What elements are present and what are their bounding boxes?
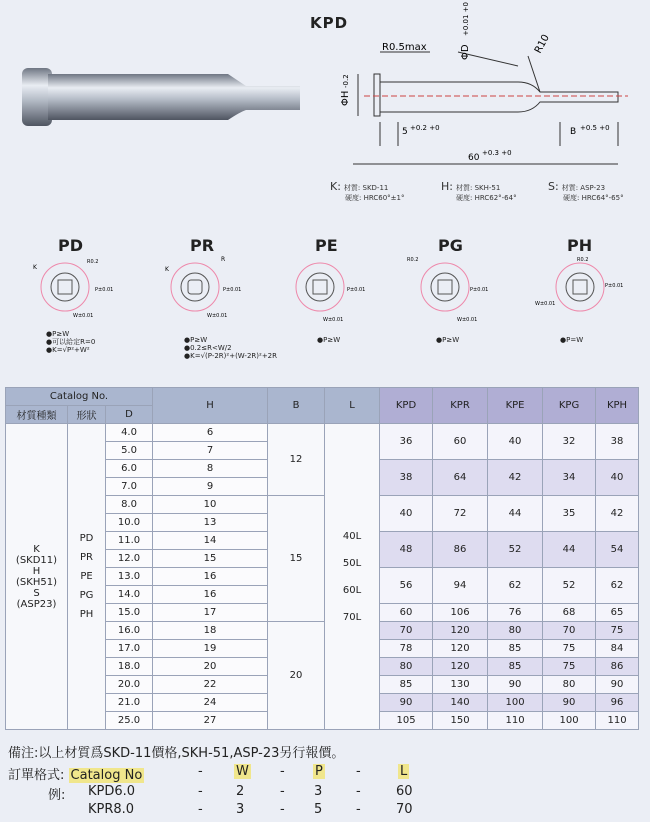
col-shape: 形狀 — [68, 406, 106, 424]
cell-d: 18.0 — [106, 658, 153, 676]
page-title: KPD — [310, 14, 349, 32]
pg-p-dim: P±0.01 — [470, 287, 489, 293]
table-row — [6, 424, 639, 442]
cell-d: 7.0 — [106, 478, 153, 496]
five-tol: +0.2 +0 — [410, 124, 440, 132]
cell-d: 10.0 — [106, 514, 153, 532]
col-kpg: KPG — [543, 388, 596, 424]
cell-d: 13.0 — [106, 568, 153, 586]
punch-photo — [14, 62, 310, 132]
cell-price: 60 — [433, 424, 488, 460]
cell-h: 24 — [153, 694, 268, 712]
cell-price: 54 — [596, 532, 639, 568]
cell-h: 17 — [153, 604, 268, 622]
cell-l: 40L 50L 60L 70L — [325, 424, 380, 730]
b-label: B — [570, 127, 577, 137]
cell-price: 150 — [433, 712, 488, 730]
material-h: H: 材質: SKH-51 硬度: HRC62°-64° — [441, 180, 517, 202]
cell-d: 4.0 — [106, 424, 153, 442]
cell-d: 16.0 — [106, 622, 153, 640]
cell-price: 36 — [380, 424, 433, 460]
pd-r02-dim: R0.2 — [87, 259, 99, 265]
pd-w-dim: W±0.01 — [73, 313, 94, 319]
cell-price: 35 — [543, 496, 596, 532]
d-tol: +0.01 +0 — [462, 2, 470, 36]
cell-price: 52 — [488, 532, 543, 568]
sixty-tol: +0.3 +0 — [482, 149, 512, 157]
cell-price: 68 — [543, 604, 596, 622]
ph-r02-dim: R0.2 — [577, 257, 589, 263]
cell-price: 32 — [543, 424, 596, 460]
h-label: ΦH — [340, 90, 351, 106]
cell-price: 64 — [433, 460, 488, 496]
cell-h: 27 — [153, 712, 268, 730]
sixty-label: 60 — [468, 153, 480, 163]
pe-p-dim: P±0.01 — [347, 287, 366, 293]
pg-r02-dim: R0.2 — [407, 257, 419, 263]
cell-price: 72 — [433, 496, 488, 532]
cell-price: 85 — [488, 658, 543, 676]
material-s: S: 材質: ASP-23 硬度: HRC64°-65° — [548, 180, 624, 202]
pg-notes: ●P≥W — [436, 336, 460, 344]
col-kpe: KPE — [488, 388, 543, 424]
cell-b: 20 — [268, 622, 325, 730]
cell-price: 62 — [488, 568, 543, 604]
cell-price: 75 — [543, 658, 596, 676]
col-material: 材質種類 — [6, 406, 68, 424]
col-kph: KPH — [596, 388, 639, 424]
pg-diagram — [421, 263, 469, 311]
cell-price: 120 — [433, 658, 488, 676]
variant-pr-label: PR — [190, 236, 215, 255]
ph-p-dim: P±0.01 — [605, 283, 624, 289]
pd-notes: ●P≥W ●可以給定R=0 ●K=√P²+W² — [46, 330, 96, 354]
variant-ph-label: PH — [567, 236, 593, 255]
cell-price: 56 — [380, 568, 433, 604]
col-l: L — [325, 388, 380, 424]
pr-r-dim: R — [221, 256, 226, 263]
cell-price: 34 — [543, 460, 596, 496]
cell-price: 38 — [596, 424, 639, 460]
cell-price: 106 — [433, 604, 488, 622]
cell-h: 13 — [153, 514, 268, 532]
cell-price: 120 — [433, 622, 488, 640]
cell-price: 78 — [380, 640, 433, 658]
cell-d: 15.0 — [106, 604, 153, 622]
cell-price: 75 — [596, 622, 639, 640]
cell-d: 25.0 — [106, 712, 153, 730]
cell-price: 86 — [596, 658, 639, 676]
cell-price: 75 — [543, 640, 596, 658]
cell-h: 16 — [153, 586, 268, 604]
pd-p-dim: P±0.01 — [95, 287, 114, 293]
pr-p-dim: P±0.01 — [223, 287, 242, 293]
variant-pe-label: PE — [315, 236, 338, 255]
pg-w-dim: W±0.01 — [457, 317, 478, 323]
cell-d: 5.0 — [106, 442, 153, 460]
pr-w-dim: W±0.01 — [207, 313, 228, 319]
cell-d: 21.0 — [106, 694, 153, 712]
cell-d: 17.0 — [106, 640, 153, 658]
cell-h: 10 — [153, 496, 268, 514]
ph-w-dim: W±0.01 — [535, 301, 556, 307]
cell-h: 19 — [153, 640, 268, 658]
cell-price: 48 — [380, 532, 433, 568]
cell-price: 94 — [433, 568, 488, 604]
cell-price: 100 — [543, 712, 596, 730]
cell-price: 90 — [380, 694, 433, 712]
cell-d: 6.0 — [106, 460, 153, 478]
cell-h: 14 — [153, 532, 268, 550]
cell-d: 14.0 — [106, 586, 153, 604]
cell-price: 85 — [380, 676, 433, 694]
col-d: D — [106, 406, 153, 424]
cell-price: 62 — [596, 568, 639, 604]
cell-price: 70 — [380, 622, 433, 640]
pe-diagram — [296, 263, 344, 311]
col-kpd: KPD — [380, 388, 433, 424]
cell-price: 40 — [488, 424, 543, 460]
cell-price: 80 — [543, 676, 596, 694]
footer-note: 備注:以上材質爲SKD-11價格,SKH-51,ASP-23另行報價。 — [8, 746, 345, 761]
cell-price: 42 — [488, 460, 543, 496]
col-b: B — [268, 388, 325, 424]
shape-cell: PD PR PE PG PH — [68, 424, 106, 730]
r10-label: R10 — [532, 32, 552, 56]
cell-h: 20 — [153, 658, 268, 676]
catalog-no-header: Catalog No. — [6, 388, 153, 406]
d-label: ΦD — [460, 44, 471, 60]
order-format: 訂單格式: Catalog No - W - P - L — [8, 764, 408, 783]
cell-price: 40 — [380, 496, 433, 532]
cell-b: 15 — [268, 496, 325, 622]
cell-price: 42 — [596, 496, 639, 532]
h-tol: -0.2 — [342, 74, 350, 88]
cell-price: 76 — [488, 604, 543, 622]
ph-notes: ●P=W — [560, 336, 584, 344]
cell-h: 8 — [153, 460, 268, 478]
cell-price: 96 — [596, 694, 639, 712]
cell-price: 140 — [433, 694, 488, 712]
cell-h: 7 — [153, 442, 268, 460]
cell-h: 15 — [153, 550, 268, 568]
b-tol: +0.5 +0 — [580, 124, 610, 132]
cell-price: 105 — [380, 712, 433, 730]
cell-h: 6 — [153, 424, 268, 442]
col-h: H — [153, 388, 268, 424]
pe-notes: ●P≥W — [317, 336, 341, 344]
cell-price: 120 — [433, 640, 488, 658]
pd-diagram — [41, 263, 89, 311]
variant-diagrams — [25, 255, 645, 330]
cell-price: 80 — [488, 622, 543, 640]
material-cell: K (SKD11) H (SKH51) S (ASP23) — [6, 424, 68, 730]
variant-pg-label: PG — [438, 236, 463, 255]
pr-diagram — [171, 263, 219, 311]
cell-price: 90 — [543, 694, 596, 712]
pe-w-dim: W±0.01 — [323, 317, 344, 323]
cell-b: 12 — [268, 424, 325, 496]
cell-d: 12.0 — [106, 550, 153, 568]
cell-price: 85 — [488, 640, 543, 658]
cell-d: 20.0 — [106, 676, 153, 694]
cell-price: 44 — [543, 532, 596, 568]
five-label: 5 — [402, 127, 408, 137]
cell-price: 70 — [543, 622, 596, 640]
cell-price: 130 — [433, 676, 488, 694]
cell-price: 90 — [596, 676, 639, 694]
ph-diagram — [556, 263, 604, 311]
cell-price: 90 — [488, 676, 543, 694]
variant-pd-label: PD — [58, 236, 84, 255]
cell-h: 9 — [153, 478, 268, 496]
cell-price: 86 — [433, 532, 488, 568]
cell-price: 60 — [380, 604, 433, 622]
pd-k-dim: K — [33, 264, 37, 271]
cell-price: 44 — [488, 496, 543, 532]
cell-price: 80 — [380, 658, 433, 676]
cell-h: 18 — [153, 622, 268, 640]
cell-price: 100 — [488, 694, 543, 712]
cell-price: 40 — [596, 460, 639, 496]
cell-price: 84 — [596, 640, 639, 658]
pr-notes: ●P≥W ●0.2≤R<W/2 ●K=√(P-2R)²+(W-2R)²+2R — [184, 336, 277, 360]
catalog-table — [5, 387, 639, 730]
col-kpr: KPR — [433, 388, 488, 424]
cell-price: 52 — [543, 568, 596, 604]
r05-label: R0.5max — [382, 42, 427, 53]
cell-price: 65 — [596, 604, 639, 622]
pr-k-dim: K — [165, 266, 169, 273]
cell-price: 110 — [488, 712, 543, 730]
cell-price: 38 — [380, 460, 433, 496]
material-k: K: 材質: SKD-11 硬度: HRC60°±1° — [330, 180, 405, 202]
cell-h: 16 — [153, 568, 268, 586]
cell-d: 8.0 — [106, 496, 153, 514]
cell-h: 22 — [153, 676, 268, 694]
cell-price: 110 — [596, 712, 639, 730]
cell-d: 11.0 — [106, 532, 153, 550]
